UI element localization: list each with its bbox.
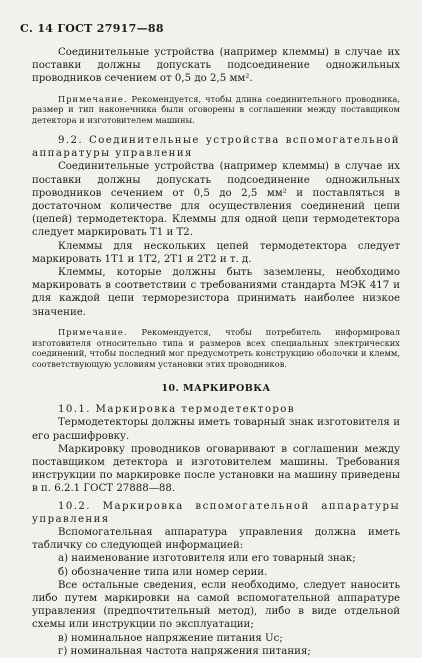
paragraph: Соединительные устройства (например клеммы) в случае их поставки должны допускать подсоединение одножильных проводников сечением от 0,5 до 2,5 мм². bbox=[32, 47, 400, 85]
list-item: а) наименование изготовителя или его товарный знак; bbox=[58, 553, 356, 565]
paragraph: Вспомогательная аппаратура управления должна иметь табличку со следующей информацией: bbox=[32, 527, 400, 552]
note bbox=[32, 94, 400, 126]
paragraph: Клеммы, которые должны быть заземлены, необходимо маркировать в соответствии с требованиями стандарта МЭК 417 и для каждой цепи терморезистора принимать наиболее низкое значение. bbox=[32, 267, 400, 318]
section-heading: 9.2. Соединительные устройства вспомогательной аппаратуры управления bbox=[32, 135, 400, 160]
paragraph: Клеммы для нескольких цепей термодетектора следует маркировать 1Т1 и 1Т2, 2Т1 и 2Т2 и т. д. bbox=[32, 240, 400, 265]
paragraph: Все остальные сведения, если необходимо, следует наносить либо путем маркировки на самой вспомогательной аппаратуре управления (предпочтительный метод), либо в виде отдельной схемы или инструкции по эксплуатации; bbox=[32, 579, 400, 631]
paragraph: Соединительные устройства (например клеммы) в случае их поставки должны допускать подсоединение одножильных проводников сечением от 0,5 до 2,5 мм² и поставляться в достаточном количестве для осуществления соединений цепи (цепей) термодетектора. Клеммы для одной цепи термодетектора следует маркировать Т1 и Т2. bbox=[32, 161, 400, 239]
paragraph: Маркировку проводников оговаривают в соглашении между поставщиком детектора и изготовителем машины. Требования инструкции по маркировке после установки на машину приведены в п. 6.2.1 ГОСТ 27888—88. bbox=[32, 443, 400, 495]
note-text: Рекомендуется, чтобы длина соединительного проводника, размер и тип наконечника были оговорены в соглашении между поставщиком детектора и изготовителем машины. bbox=[32, 93, 401, 126]
section-heading: 10.1. Маркировка термодетекторов bbox=[58, 404, 295, 416]
note-label: Примечание. bbox=[58, 326, 128, 337]
list-item: б) обозначение типа или номер серии. bbox=[58, 566, 268, 578]
paragraph: Термодетекторы должны иметь товарный знак изготовителя и его расшифровку. bbox=[32, 417, 400, 442]
note-label: Примечание. bbox=[58, 93, 128, 104]
chapter-heading: 10. МАРКИРОВКА bbox=[161, 383, 271, 395]
list-item: в) номинальное напряжение питания Uс; bbox=[58, 632, 283, 644]
list-item: г) номинальная частота напряжения питания; bbox=[58, 645, 311, 657]
page-header: С. 14 ГОСТ 27917—88 bbox=[20, 22, 164, 35]
section-heading: 10.2. Маркировка вспомогательной аппаратуры управления bbox=[32, 500, 400, 525]
document-body bbox=[32, 46, 400, 658]
note-text: Рекомендуется, чтобы потребитель информировал изготовителя относительно типа и размеров всех специальных электрических соединений, чтобы последний мог предусмотреть конструкцию оболочки и клемм, соответствующую условиям установки этих проводников. bbox=[32, 326, 400, 370]
note bbox=[32, 327, 400, 370]
